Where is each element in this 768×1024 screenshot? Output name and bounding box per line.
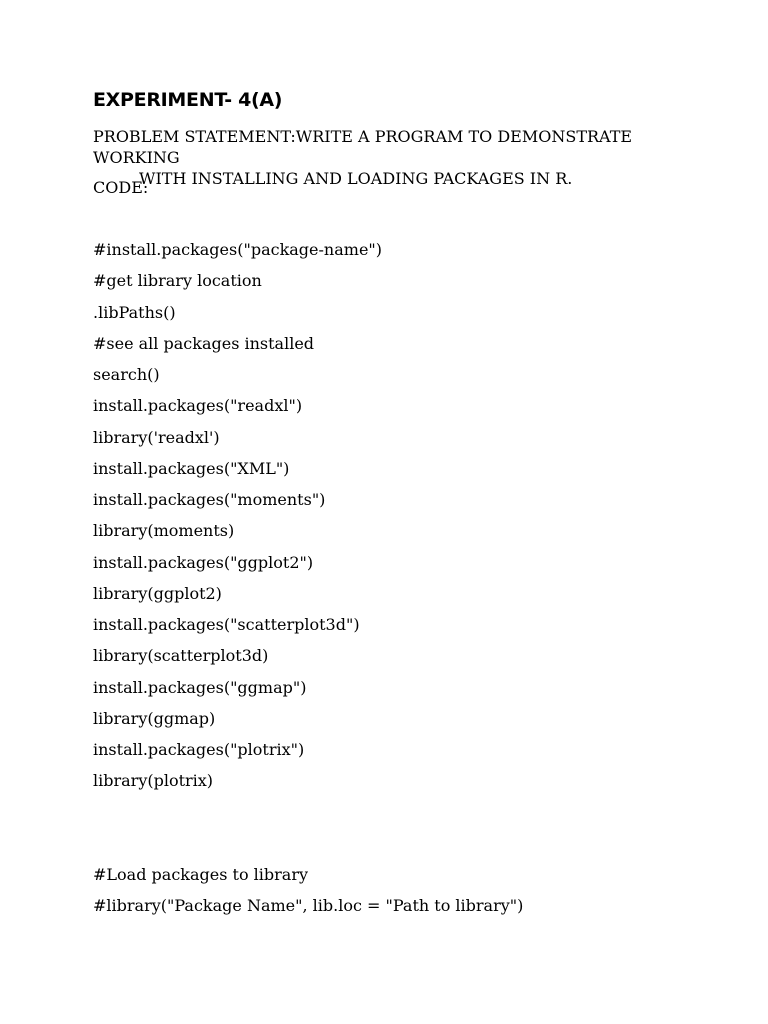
problem-statement-line-1: PROBLEM STATEMENT:WRITE A PROGRAM TO DEMONSTRATE WORKING: [93, 127, 633, 167]
code-line: install.packages("ggplot2"): [93, 552, 314, 572]
code-line: library(ggmap): [93, 708, 216, 728]
code-line: library(moments): [93, 521, 235, 541]
code-line: library(ggplot2): [93, 583, 222, 603]
code-line: install.packages("moments"): [93, 490, 326, 509]
code-line: .libPaths(): [93, 302, 176, 322]
code-line: library('readxl'): [93, 427, 220, 447]
code-line: install.packages("ggmap"): [93, 677, 307, 697]
problem-statement: [93, 126, 693, 189]
code-line: #Load packages to library: [93, 865, 309, 884]
code-line: #get library location: [93, 271, 262, 291]
code-line: install.packages("XML"): [93, 458, 290, 478]
code-line: install.packages("readxl"): [93, 396, 303, 416]
code-line: install.packages("scatterplot3d"): [93, 615, 360, 634]
code-label: CODE:: [93, 178, 149, 197]
page-title: EXPERIMENT- 4(A): [93, 89, 283, 111]
code-line: #library("Package Name", lib.loc = "Path to library"): [93, 896, 524, 916]
code-line: install.packages("plotrix"): [93, 740, 305, 759]
code-line: search(): [93, 365, 160, 384]
problem-statement-line-2: WITH INSTALLING AND LOADING PACKAGES IN R.: [139, 169, 573, 188]
code-line: #see all packages installed: [93, 333, 315, 353]
code-block: [93, 240, 382, 803]
code-line: #install.packages("package-name"): [93, 240, 383, 259]
code-line: library(scatterplot3d): [93, 646, 269, 666]
code-line: library(plotrix): [93, 771, 214, 791]
load-packages-block: [93, 865, 523, 928]
